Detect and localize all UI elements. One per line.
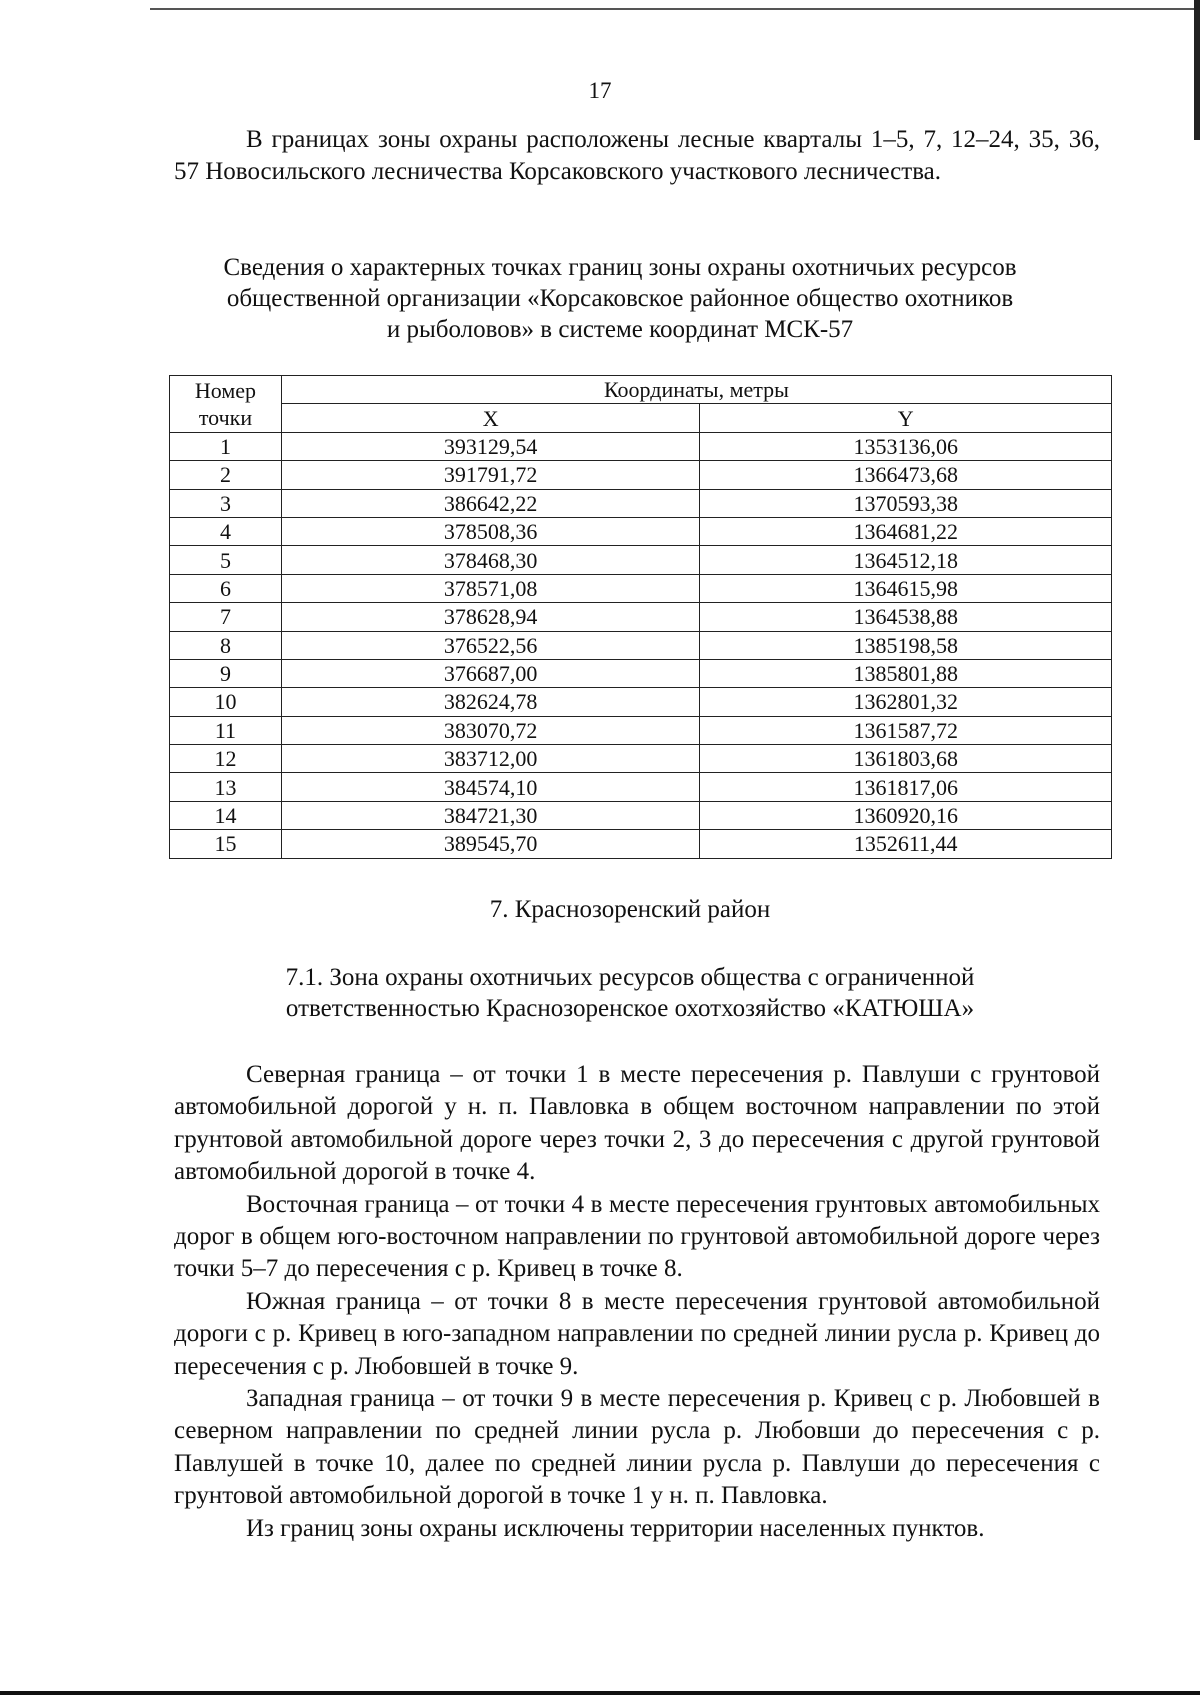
cell-y: 1362801,32 [700, 688, 1112, 716]
header-x: X [281, 404, 700, 432]
cell-point-number: 12 [170, 745, 282, 773]
cell-y: 1361817,06 [700, 773, 1112, 801]
header-y: Y [700, 404, 1112, 432]
cell-point-number: 15 [170, 830, 282, 858]
boundary-west: Западная граница – от точки 9 в месте пересечения р. Кривец с р. Любовшей в северном направлении по средней линии русла р. Любовши до пересечения с р. Павлушей в точке 10, далее по средней линии русла р. Павлуши до пересечения с грунтовой автомобильной дорогой в точке 1 у н. п. Павловка. [174, 1385, 1100, 1510]
boundary-north: Северная граница – от точки 1 в месте пересечения р. Павлуши с грунтовой автомобильной дорогой у н. п. Павловка в общем восточном направлении по этой грунтовой автомобильной дороге через точки 2, 3 до пересечения с другой грунтовой автомобильной дорогой в точке 4. [174, 1061, 1100, 1186]
cell-point-number: 6 [170, 574, 282, 602]
cell-point-number: 7 [170, 603, 282, 631]
table-row [170, 489, 1112, 517]
table-row [170, 432, 1112, 460]
table-body [170, 432, 1112, 858]
scan-border-top [150, 8, 1200, 10]
table-row [170, 517, 1112, 545]
cell-y: 1364681,22 [700, 517, 1112, 545]
table-row [170, 659, 1112, 687]
intro-paragraph: В границах зоны охраны расположены лесные кварталы 1–5, 7, 12–24, 35, 36, 57 Новосильского лесничества Корсаковского участкового лесничества. [174, 126, 1100, 186]
subsection-heading-line: 7.1. Зона охраны охотничьих ресурсов общества с ограниченной [285, 964, 975, 991]
boundary-east: Восточная граница – от точки 4 в месте пересечения грунтовых автомобильных дорог в общем юго-восточном направлении по грунтовой автомобильной дороге через точки 5–7 до пересечения с р. Кривец в точке 8. [174, 1190, 1100, 1283]
subsection-heading [160, 962, 1100, 1024]
table-row [170, 461, 1112, 489]
header-coordinates: Координаты, метры [281, 376, 1111, 404]
header-point-line2: точки [198, 404, 253, 430]
cell-x: 382624,78 [281, 688, 700, 716]
cell-point-number: 3 [170, 489, 282, 517]
header-point-number [170, 376, 282, 433]
cell-x: 383712,00 [281, 745, 700, 773]
cell-x: 386642,22 [281, 489, 700, 517]
cell-y: 1360920,16 [700, 801, 1112, 829]
cell-point-number: 10 [170, 688, 282, 716]
exclusion-note: Из границ зоны охраны исключены территории населенных пунктов. [246, 1514, 985, 1542]
boundaries-section [174, 1059, 1100, 1545]
coordinates-table [169, 375, 1112, 859]
cell-x: 383070,72 [281, 716, 700, 744]
cell-y: 1353136,06 [700, 432, 1112, 460]
table-header-row [170, 376, 1112, 404]
cell-point-number: 2 [170, 461, 282, 489]
scan-border-bottom [0, 1691, 1200, 1695]
table-row [170, 773, 1112, 801]
table-caption-line: общественной организации «Корсаковское районное общество охотников [226, 285, 1014, 312]
table-row [170, 801, 1112, 829]
cell-x: 393129,54 [281, 432, 700, 460]
cell-y: 1352611,44 [700, 830, 1112, 858]
table-subheader-row [170, 404, 1112, 432]
cell-x: 378468,30 [281, 546, 700, 574]
cell-point-number: 14 [170, 801, 282, 829]
table-row [170, 716, 1112, 744]
page-number: 17 [588, 78, 612, 103]
cell-y: 1385198,58 [700, 631, 1112, 659]
cell-point-number: 13 [170, 773, 282, 801]
table-row [170, 830, 1112, 858]
table-row [170, 631, 1112, 659]
cell-y: 1364538,88 [700, 603, 1112, 631]
cell-x: 378508,36 [281, 517, 700, 545]
table-row [170, 574, 1112, 602]
table-caption-line: Сведения о характерных точках границ зоны охраны охотничьих ресурсов [223, 254, 1017, 281]
intro-section [174, 124, 1100, 189]
cell-point-number: 9 [170, 659, 282, 687]
table-row [170, 688, 1112, 716]
cell-point-number: 4 [170, 517, 282, 545]
boundary-south: Южная граница – от точки 8 в месте пересечения грунтовой автомобильной дороги с р. Кривец в юго-западном направлении по средней линии русла р. Кривец до пересечения с р. Любовшей в точке 9. [174, 1287, 1100, 1380]
cell-x: 384574,10 [281, 773, 700, 801]
scan-border-right [1194, 0, 1200, 140]
table-caption-line: и рыболовов» в системе координат МСК-57 [386, 316, 854, 343]
cell-y: 1366473,68 [700, 461, 1112, 489]
cell-point-number: 11 [170, 716, 282, 744]
cell-y: 1361803,68 [700, 745, 1112, 773]
table-row [170, 603, 1112, 631]
subsection-heading-line: ответственностью Краснозоренское охотхозяйство «КАТЮША» [285, 995, 975, 1022]
cell-x: 378571,08 [281, 574, 700, 602]
section-heading: 7. Краснозоренский район [489, 896, 771, 923]
table-row [170, 546, 1112, 574]
cell-x: 376687,00 [281, 659, 700, 687]
cell-y: 1364512,18 [700, 546, 1112, 574]
cell-x: 378628,94 [281, 603, 700, 631]
cell-point-number: 8 [170, 631, 282, 659]
cell-y: 1370593,38 [700, 489, 1112, 517]
table-caption [140, 252, 1100, 345]
cell-y: 1385801,88 [700, 659, 1112, 687]
cell-x: 389545,70 [281, 830, 700, 858]
cell-y: 1361587,72 [700, 716, 1112, 744]
cell-x: 391791,72 [281, 461, 700, 489]
cell-x: 376522,56 [281, 631, 700, 659]
header-point-line1: Номер [194, 377, 257, 403]
cell-point-number: 1 [170, 432, 282, 460]
table-row [170, 745, 1112, 773]
cell-point-number: 5 [170, 546, 282, 574]
cell-y: 1364615,98 [700, 574, 1112, 602]
cell-x: 384721,30 [281, 801, 700, 829]
